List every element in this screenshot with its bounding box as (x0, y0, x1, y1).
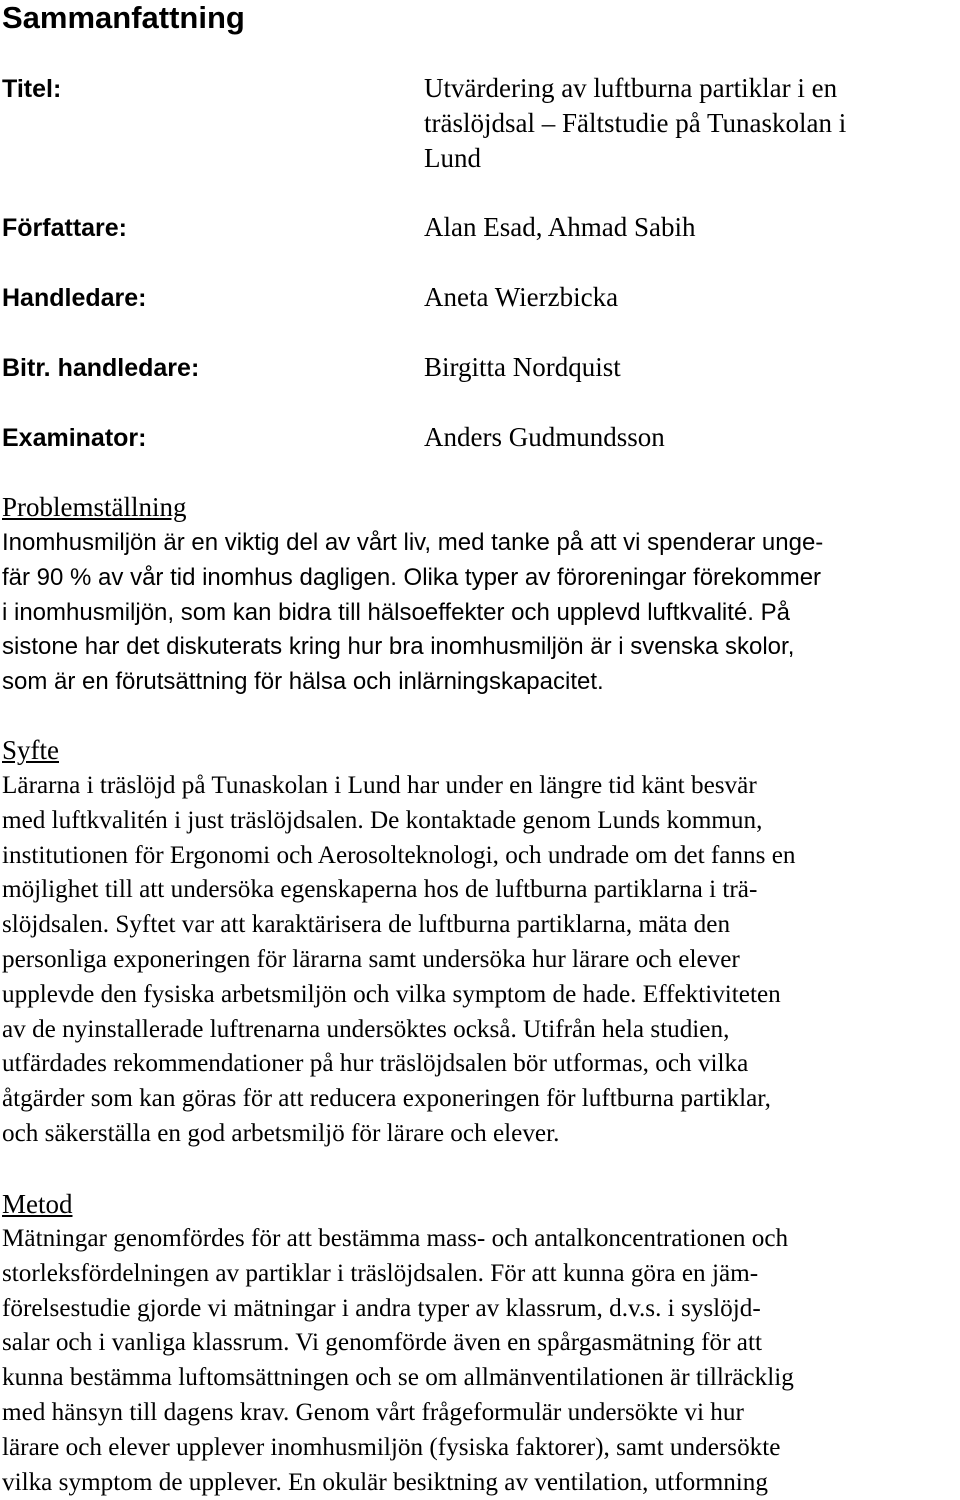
text-line: med hänsyn till dagens krav. Genom vårt frågeformulär undersökte vi hur (2, 1398, 744, 1426)
text-line: Inomhusmiljön är en viktig del av vårt liv, med tanke på att vi spenderar unge- (2, 529, 824, 556)
section-body-problem (2, 526, 958, 700)
authors-value: Alan Esad, Ahmad Sabih (424, 212, 696, 242)
text-line: personliga exponeringen för lärarna samt undersöka hur lärare och elever (2, 945, 740, 973)
section-body-method (2, 1222, 958, 1500)
text-line: storleksfördelningen av partiklar i träslöjdsalen. För att kunna göra en jäm- (2, 1259, 759, 1287)
text-line: av de nyinstallerade luftrenarna undersöktes också. Utifrån hela studien, (2, 1015, 730, 1043)
examiner-label: Examinator: (2, 424, 147, 452)
text-line: salar och i vanliga klassrum. Vi genomförde även en spårgasmätning för att (2, 1329, 762, 1357)
text-line: i inomhusmiljön, som kan bidra till hälsoeffekter och upplevd luftkvalité. På (2, 598, 790, 626)
title-value-line: träslöjdsal – Fältstudie på Tunaskolan i (424, 108, 847, 138)
text-line: och säkerställa en god arbetsmiljö för lärare och elever. (2, 1119, 560, 1147)
text-line: möjlighet till att undersöka egenskaperna hos de luftburna partiklarna i trä- (2, 876, 758, 904)
title-value-line: Utvärdering av luftburna partiklar i en (424, 73, 838, 103)
section-title-purpose: Syfte (2, 735, 59, 765)
supervisor-value: Aneta Wierzbicka (424, 282, 619, 312)
text-line: Lärarna i träslöjd på Tunaskolan i Lund har under en längre tid känt besvär (2, 772, 757, 799)
assistant-supervisor-label: Bitr. handledare: (2, 354, 200, 382)
section-title-problem: Problemställning (2, 492, 187, 522)
text-line: Mätningar genomfördes för att bestämma mass- och antalkoncentrationen och (2, 1225, 789, 1252)
text-line: kunna bestämma luftomsättningen och se om allmänventilationen är tillräcklig (2, 1364, 794, 1392)
text-line: förelsestudie gjorde vi mätningar i andra typer av klassrum, d.v.s. i syslöjd- (2, 1294, 761, 1322)
section-title-method: Metod (2, 1189, 73, 1219)
assistant-supervisor-value: Birgitta Nordquist (424, 352, 621, 382)
text-line: slöjdsalen. Syftet var att karaktärisera de luftburna partiklarna, mäta den (2, 911, 731, 939)
supervisor-label: Handledare: (2, 284, 147, 312)
text-line: lärare och elever upplever inomhusmiljön (fysiska faktorer), samt undersökte (2, 1433, 781, 1461)
examiner-value: Anders Gudmundsson (424, 422, 665, 452)
authors-label: Författare: (2, 214, 128, 242)
text-line: vilka symptom de upplever. En okulär besiktning av ventilation, utformning (2, 1468, 768, 1496)
page-title: Sammanfattning (2, 0, 245, 35)
text-line: åtgärder som kan göras för att reducera exponeringen för luftburna partiklar, (2, 1085, 771, 1113)
title-value-line: Lund (424, 143, 481, 173)
text-line: institutionen för Ergonomi och Aerosolteknologi, och undrade om det fanns en (2, 841, 796, 869)
title-label: Titel: (2, 75, 62, 103)
text-line: sistone har det diskuterats kring hur bra inomhusmiljön är i svenska skolor, (2, 633, 795, 661)
text-line: fär 90 % av vår tid inomhus dagligen. Olika typer av föroreningar förekommer (2, 563, 822, 591)
title-value (424, 71, 944, 176)
section-body-purpose (2, 769, 958, 1152)
text-line: med luftkvalitén i just träslöjdsalen. De kontaktade genom Lunds kommun, (2, 806, 763, 834)
text-line: upplevde den fysiska arbetsmiljön och vilka symptom de hade. Effektiviteten (2, 980, 781, 1008)
text-line: som är en förutsättning för hälsa och inlärningskapacitet. (2, 668, 604, 696)
text-line: utfärdades rekommendationer på hur träslöjdsalen bör utformas, och vilka (2, 1050, 749, 1078)
